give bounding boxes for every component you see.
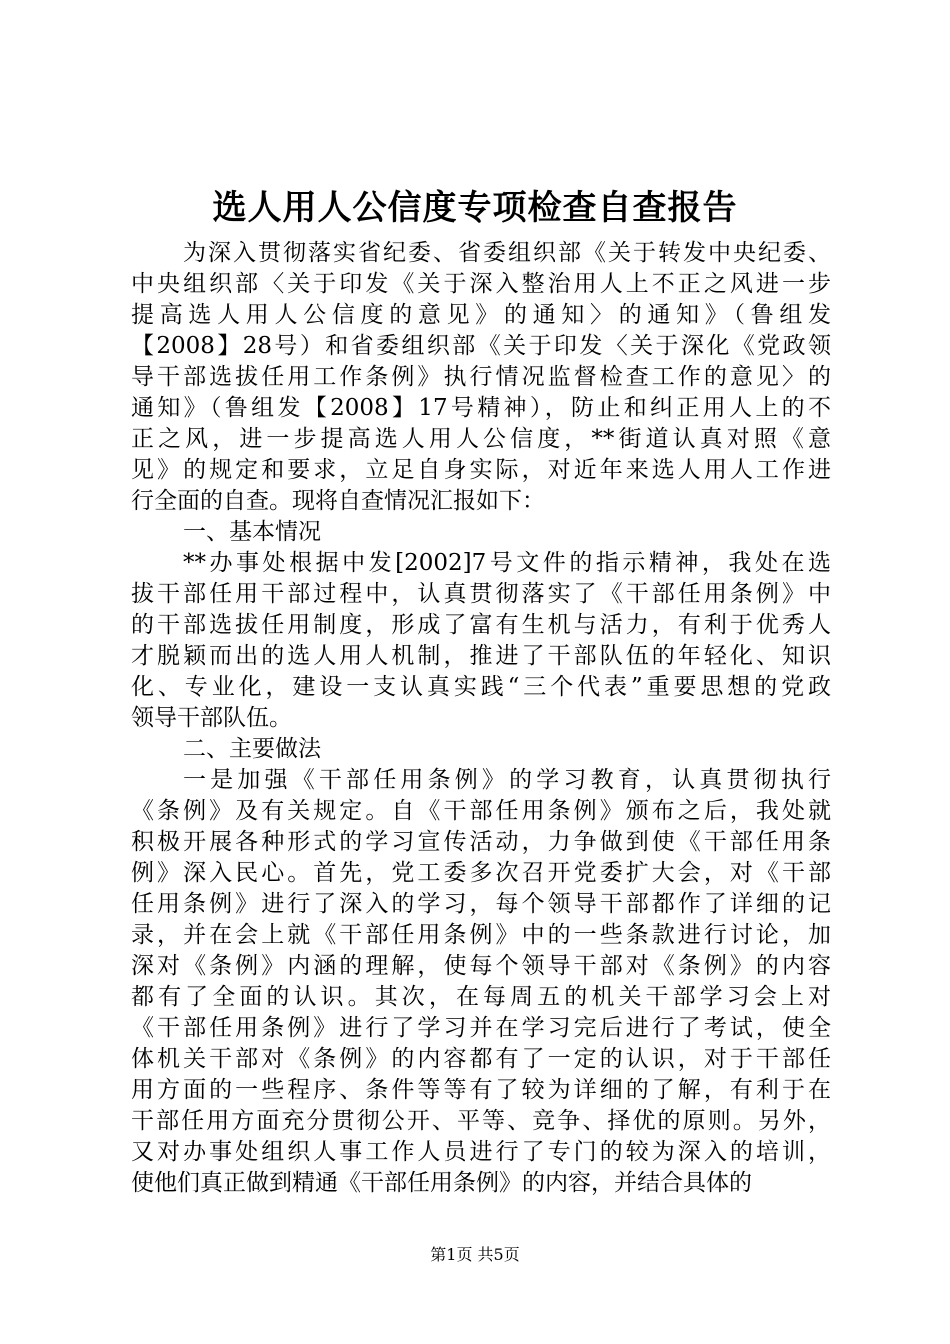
paragraph-line: 积极开展各种形式的学习宣传活动，力争做到使《干部任用条 bbox=[131, 829, 831, 855]
document-title: 选人用人公信度专项检查自查报告 bbox=[212, 188, 738, 228]
paragraph-line: **办事处根据中发[2002]7号文件的指示精神，我处在选 bbox=[183, 550, 831, 576]
paragraph-line: 导干部选拔任用工作条例》执行情况监督检查工作的意见〉的 bbox=[131, 364, 831, 390]
paragraph-line: 又对办事处组织人事工作人员进行了专门的较为深入的培训， bbox=[131, 1139, 831, 1165]
paragraph-line: 的干部选拔任用制度，形成了富有生机与活力，有利于优秀人 bbox=[131, 612, 831, 638]
paragraph-line: 才脱颖而出的选人用人机制，推进了干部队伍的年轻化、知识 bbox=[131, 643, 831, 669]
paragraph-line: 《条例》及有关规定。自《干部任用条例》颁布之后，我处就 bbox=[131, 798, 831, 824]
paragraph-line: 领导干部队伍。 bbox=[131, 705, 292, 731]
paragraph-line: 使他们真正做到精通《干部任用条例》的内容，并结合具体的 bbox=[131, 1170, 752, 1196]
paragraph-line: 正之风，进一步提高选人用人公信度，**街道认真对照《意 bbox=[131, 426, 831, 452]
paragraph-line: 一是加强《干部任用条例》的学习教育，认真贯彻执行 bbox=[183, 767, 831, 793]
paragraph-line: 见》的规定和要求，立足自身实际，对近年来选人用人工作进 bbox=[131, 457, 831, 483]
paragraph-line: 体机关干部对《条例》的内容都有了一定的认识，对于干部任 bbox=[131, 1046, 831, 1072]
paragraph-line: 《干部任用条例》进行了学习并在学习完后进行了考试，使全 bbox=[131, 1015, 831, 1041]
paragraph-line: 行全面的自查。现将自查情况汇报如下： bbox=[131, 488, 545, 514]
paragraph-line: 干部任用方面充分贯彻公开、平等、竞争、择优的原则。另外， bbox=[131, 1108, 831, 1134]
document-body bbox=[131, 238, 831, 1199]
section-heading: 一、基本情况 bbox=[183, 519, 321, 545]
paragraph-line: 任用条例》进行了深入的学习，每个领导干部都作了详细的记 bbox=[131, 891, 831, 917]
paragraph-line: 中央组织部〈关于印发《关于深入整治用人上不正之风进一步 bbox=[131, 271, 831, 297]
page-footer: 第1页 共5页 bbox=[430, 1245, 520, 1264]
paragraph-line: 化、专业化，建设一支认真实践“三个代表”重要思想的党政 bbox=[131, 674, 831, 700]
paragraph-line: 【2008】28号）和省委组织部《关于印发〈关于深化《党政领 bbox=[131, 333, 831, 359]
paragraph-line: 拔干部任用干部过程中，认真贯彻落实了《干部任用条例》中 bbox=[131, 581, 831, 607]
paragraph-line: 例》深入民心。首先，党工委多次召开党委扩大会，对《干部 bbox=[131, 860, 831, 886]
paragraph-line: 深对《条例》内涵的理解，使每个领导干部对《条例》的内容 bbox=[131, 953, 831, 979]
section-heading: 二、主要做法 bbox=[183, 736, 321, 762]
paragraph-line: 通知》（鲁组发【2008】17号精神），防止和纠正用人上的不 bbox=[131, 395, 831, 421]
paragraph-line: 为深入贯彻落实省纪委、省委组织部《关于转发中央纪委、 bbox=[183, 240, 831, 266]
paragraph-line: 提高选人用人公信度的意见》的通知〉的通知》（鲁组发 bbox=[131, 302, 831, 328]
paragraph-line: 录，并在会上就《干部任用条例》中的一些条款进行讨论，加 bbox=[131, 922, 831, 948]
paragraph-line: 用方面的一些程序、条件等等有了较为详细的了解，有利于在 bbox=[131, 1077, 831, 1103]
paragraph-line: 都有了全面的认识。其次，在每周五的机关干部学习会上对 bbox=[131, 984, 831, 1010]
